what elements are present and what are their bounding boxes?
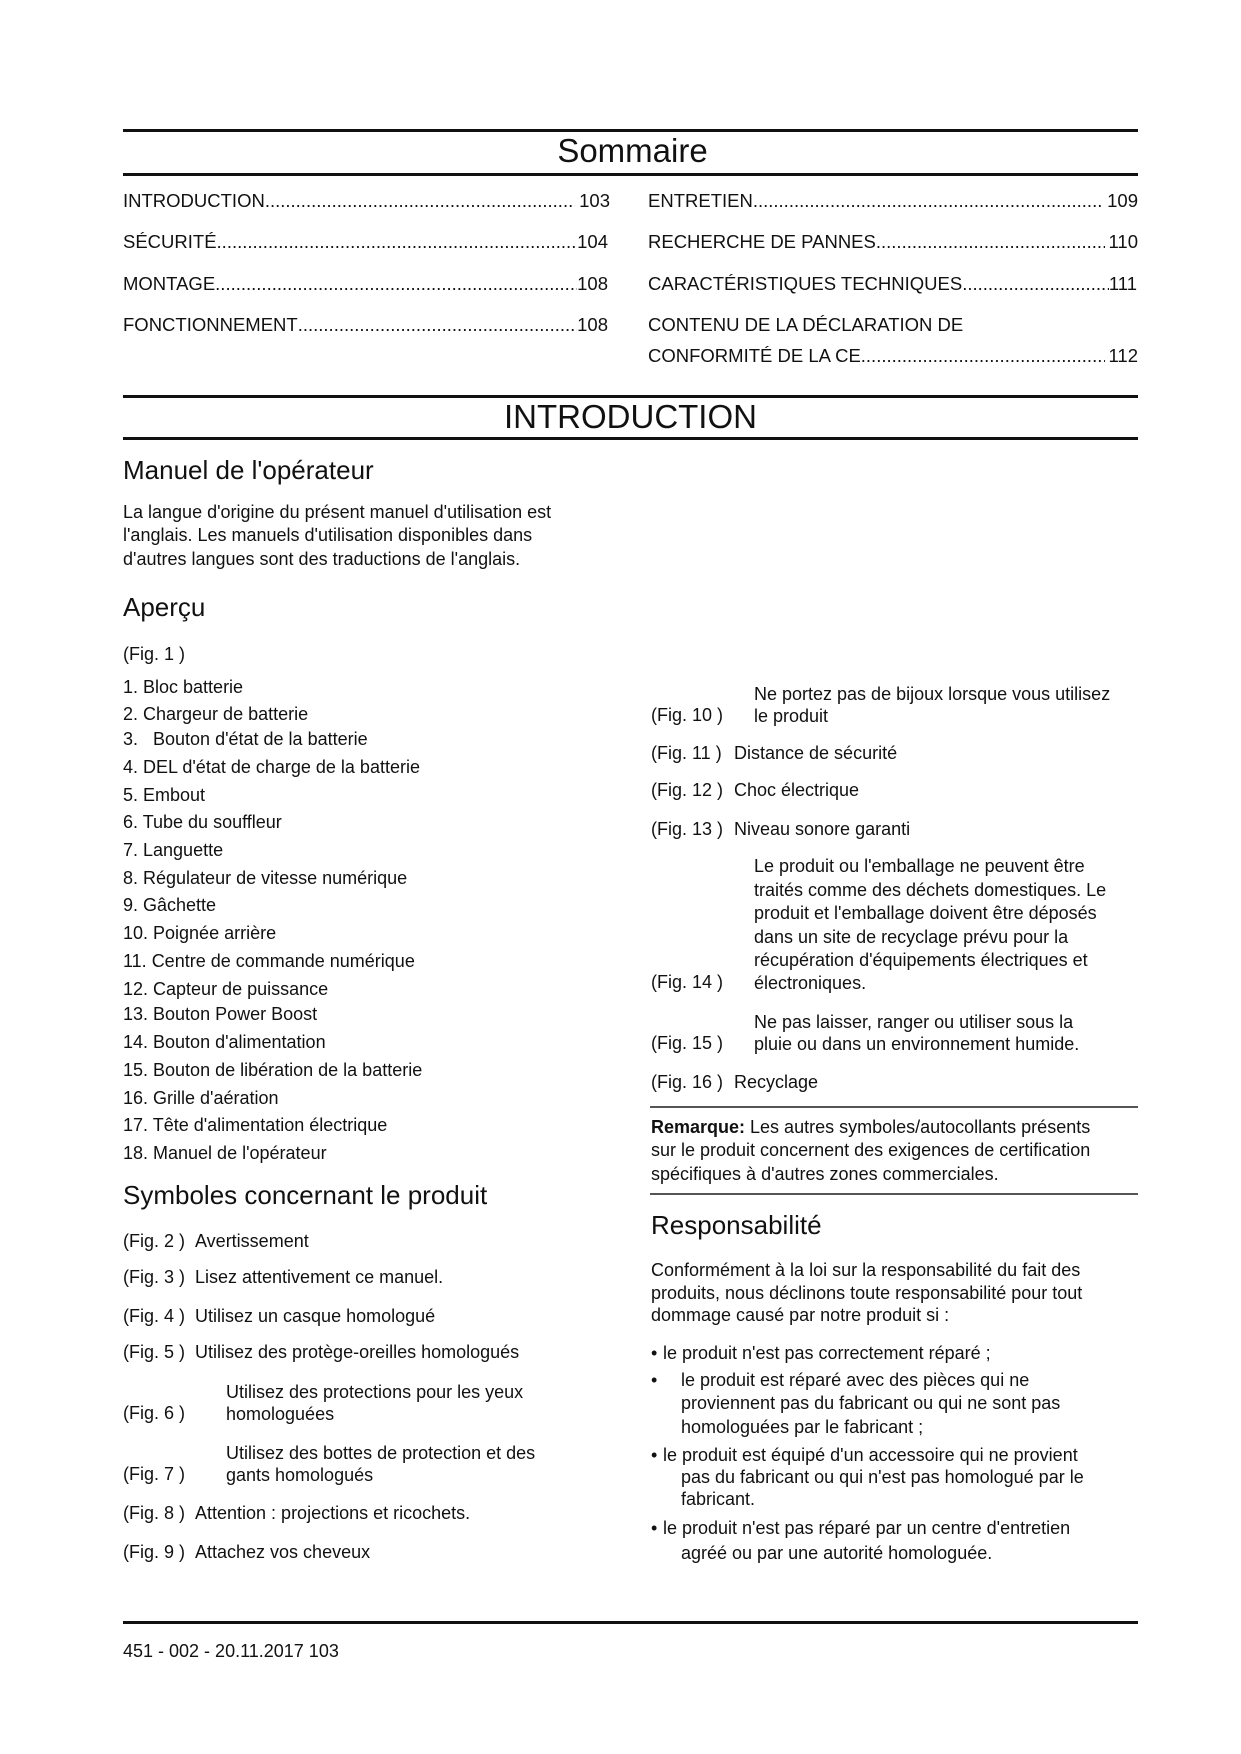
toc-entry-recherche-de-pannes[interactable]: RECHERCHE DE PANNES ..... 110 [648,231,1138,253]
list-item: 15. Bouton de libération de la batterie [123,1060,423,1080]
toc-title: Sommaire [557,132,708,169]
list-item: 7. Languette [123,840,224,860]
list-item: 2. Chargeur de batterie [123,704,309,724]
note-bottom-divider [650,1193,1138,1195]
toc-entry-entretien[interactable]: ENTRETIEN ..... 109 [648,190,1138,212]
overview-fig-ref: (Fig. 1 ) [123,644,186,664]
list-item: 18. Manuel de l'opérateur [123,1143,327,1163]
note-text-line1: Les autres symboles/autocollants présents [745,1117,1091,1137]
list-item: 13. Bouton Power Boost [123,1004,318,1024]
list-item: 5. Embout [123,785,206,805]
manual-heading: Manuel de l'opérateur [123,455,374,485]
toc-entry-introduction[interactable]: INTRODUCTION ..... 103 [123,190,610,212]
bullet-icon: • [651,1343,658,1363]
note-text-line3: spécifiques à d'autres zones commerciales. [651,1164,999,1184]
toc-entry-declaration-line1: CONTENU DE LA DÉCLARATION DE [648,314,964,335]
liability-heading: Responsabilité [651,1210,822,1240]
intro-title: INTRODUCTION [504,398,757,435]
list-item: 17. Tête d'alimentation électrique [123,1115,388,1135]
toc-entry-fonctionnement[interactable]: FONCTIONNEMENT ..... 108 [123,314,608,336]
bullet-icon: • [651,1445,658,1465]
list-item: 1. Bloc batterie [123,677,244,697]
toc-bottom-rule [123,173,1138,176]
list-item: 6. Tube du souffleur [123,812,282,832]
symbols-heading: Symboles concernant le produit [123,1180,488,1210]
list-item: 11. Centre de commande numérique [123,951,415,971]
note-label: Remarque: [651,1117,746,1137]
list-item: 8. Régulateur de vitesse numérique [123,868,408,888]
list-item: 4. DEL d'état de charge de la batterie [123,757,420,777]
list-item: 16. Grille d'aération [123,1088,279,1108]
footer-text: 451 - 002 - 20.11.2017 103 [123,1641,339,1661]
footer-rule [123,1621,1138,1624]
toc-entry-securite[interactable]: SÉCURITÉ ..... 104 [123,231,608,253]
list-item: 10. Poignée arrière [123,923,277,943]
intro-bottom-rule [123,437,1138,440]
overview-heading: Aperçu [123,592,206,622]
toc-entry-caracteristiques[interactable]: CARACTÉRISTIQUES TECHNIQUES ..... 111 [648,273,1137,295]
toc-entry-montage[interactable]: MONTAGE ..... 108 [123,273,608,295]
bullet-icon: • [651,1518,658,1538]
toc-entry-declaration-line2: CONFORMITÉ DE LA CE ..... 112 [648,345,1138,367]
note-top-divider [650,1106,1138,1108]
list-item: 9. Gâchette [123,895,217,915]
note-text-line2: sur le produit concernent des exigences de certification [651,1140,1091,1160]
list-item: 14. Bouton d'alimentation [123,1032,326,1052]
bullet-icon: • [651,1370,658,1390]
list-item: 12. Capteur de puissance [123,979,329,999]
list-item: 3. Bouton d'état de la batterie [123,729,368,749]
